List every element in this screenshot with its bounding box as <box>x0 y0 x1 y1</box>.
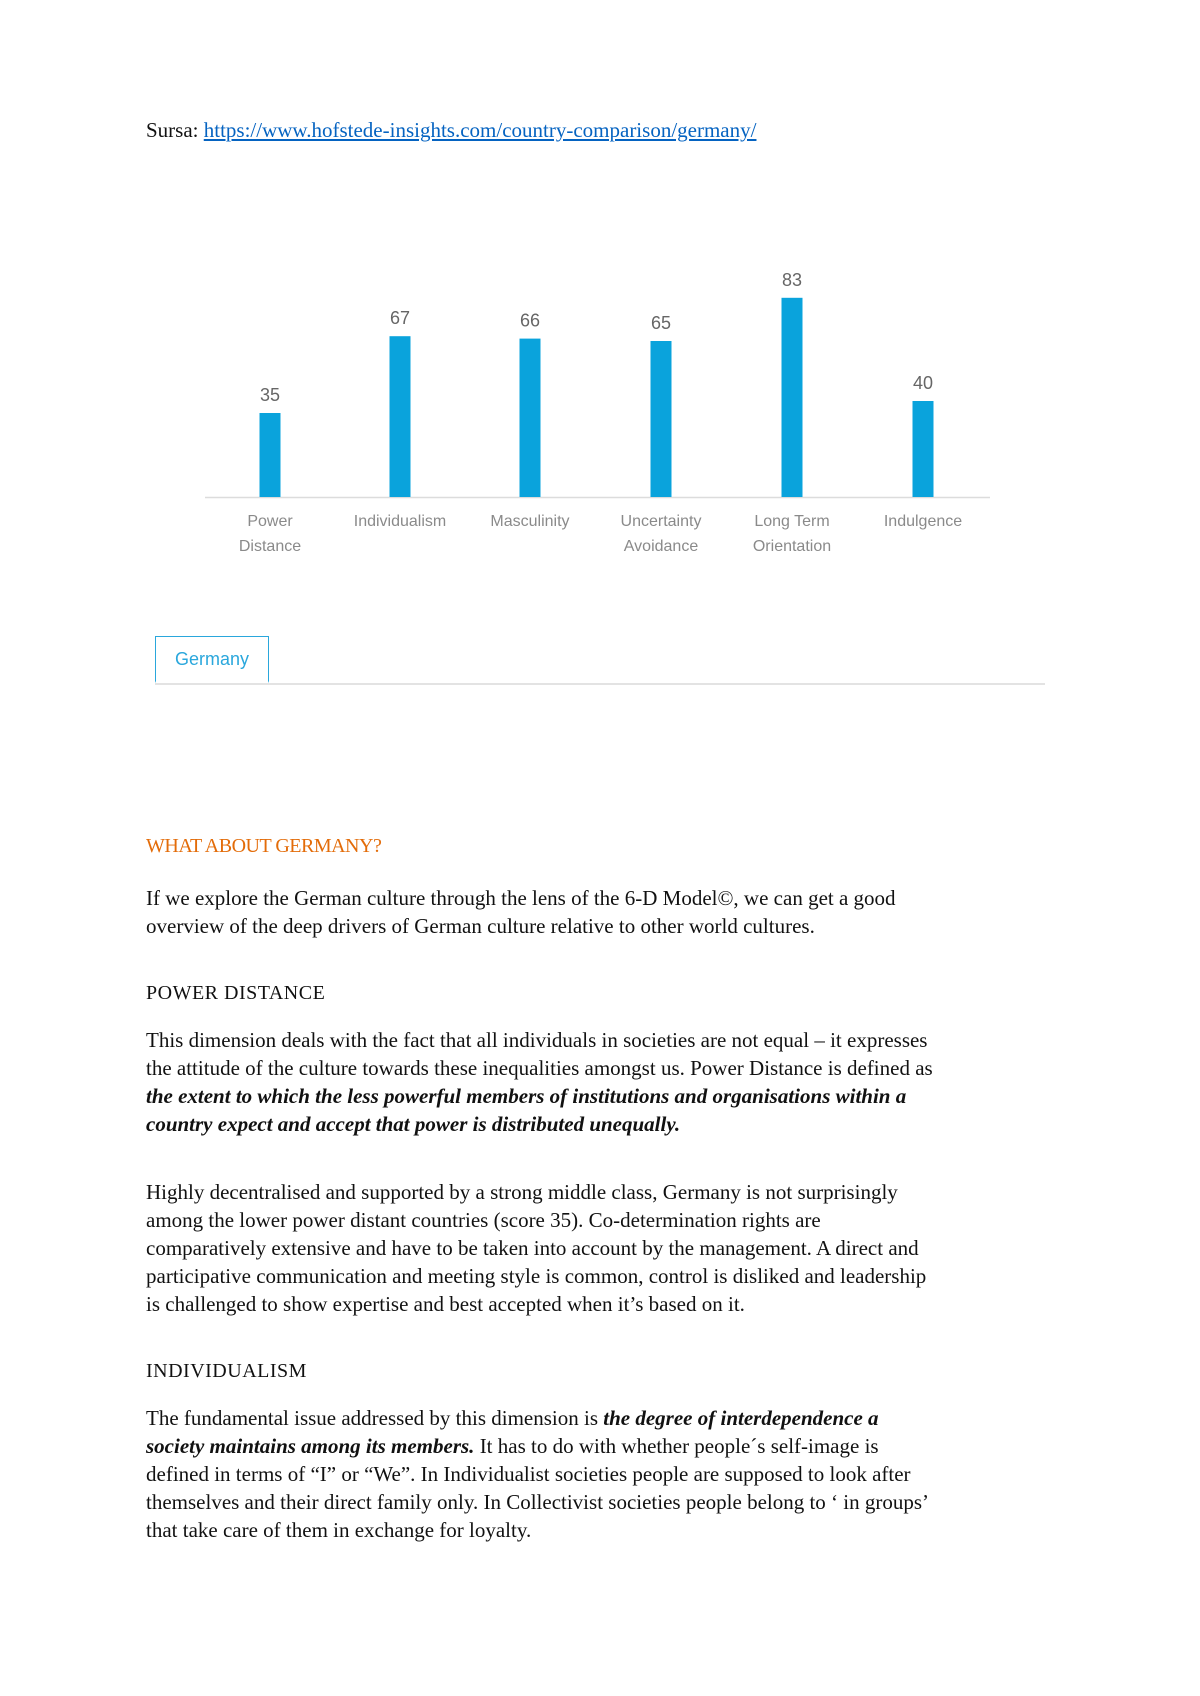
ind-line-2-emphasis: society maintains among its members. <box>146 1434 475 1458</box>
source-link[interactable]: https://www.hofstede-insights.com/country-comparison/germany/ <box>203 118 757 142</box>
ind-line-5: that take care of them in exchange for loyalty. <box>146 1518 532 1542</box>
bar-chart <box>0 0 1200 580</box>
section-heading-germany: WHAT ABOUT GERMANY? <box>146 835 382 857</box>
bar-masculinity <box>520 339 541 497</box>
category-label: Masculinity <box>490 513 570 530</box>
power-distance-paragraph-1 <box>146 1026 1066 1138</box>
intro-paragraph <box>146 884 1066 940</box>
data-label: 66 <box>519 310 541 331</box>
pd-p2-line-3: comparatively extensive and have to be taken into account by the management. A direct and <box>146 1236 919 1260</box>
tab-underline <box>155 683 1045 685</box>
intro-line-1: If we explore the German culture through the lens of the 6-D Model©, we can get a good <box>146 886 896 910</box>
bar-uncertainty-avoidance <box>651 341 672 497</box>
ind-line-2-text: It has to do with whether people´s self-image is <box>474 1434 879 1458</box>
category-label: Distance <box>238 538 302 555</box>
ind-line-1-emphasis: the degree of interdependence a <box>603 1406 879 1430</box>
data-label: 65 <box>650 313 672 333</box>
ind-line-2 <box>146 1432 1066 1460</box>
source-label: Sursa: <box>146 118 199 142</box>
bar-long-term-orientation <box>782 298 803 497</box>
category-label: Power <box>247 513 293 530</box>
pd-p2-line-4: participative communication and meeting style is common, control is disliked and leadership <box>146 1264 927 1288</box>
pd-p1-line-1: This dimension deals with the fact that all individuals in societies are not equal – it expresses <box>146 1028 928 1052</box>
category-label: Orientation <box>752 538 832 555</box>
pd-p2-line-2: among the lower power distant countries (score 35). Co-determination rights are <box>146 1208 821 1232</box>
pd-p1-line-2: the attitude of the culture towards these inequalities amongst us. Power Distance is defined as <box>146 1056 933 1080</box>
power-distance-heading: POWER DISTANCE <box>146 982 326 1004</box>
bar-individualism <box>390 336 411 497</box>
intro-line-2: overview of the deep drivers of German culture relative to other world cultures. <box>146 914 815 938</box>
power-distance-paragraph-2 <box>146 1178 1066 1318</box>
ind-line-1-text: The fundamental issue addressed by this dimension is <box>146 1406 604 1430</box>
pd-p2-line-5: is challenged to show expertise and best accepted when it’s based on it. <box>146 1292 745 1316</box>
data-label: 67 <box>389 308 411 329</box>
ind-line-4: themselves and their direct family only. In Collectivist societies people belong to ‘ in groups’ <box>146 1490 930 1514</box>
category-label: Indulgence <box>883 513 963 530</box>
ind-line-1 <box>146 1404 1066 1432</box>
bar-power-distance <box>260 413 281 497</box>
tab-germany[interactable]: Germany <box>155 636 269 683</box>
individualism-heading: INDIVIDUALISM <box>146 1360 307 1382</box>
pd-p1-line-3: the extent to which the less powerful members of institutions and organisations within a <box>146 1084 907 1108</box>
ind-line-3: defined in terms of “I” or “We”. In Individualist societies people are supposed to look after <box>146 1462 911 1486</box>
category-label: Individualism <box>353 513 447 530</box>
data-label: 35 <box>259 385 281 405</box>
individualism-paragraph <box>146 1404 1066 1544</box>
pd-p1-line-4: country expect and accept that power is distributed unequally. <box>146 1112 681 1136</box>
category-label: Long Term <box>754 513 830 530</box>
data-label: 83 <box>781 269 803 290</box>
pd-p2-line-1: Highly decentralised and supported by a strong middle class, Germany is not surprisingly <box>146 1180 898 1204</box>
data-label: 40 <box>912 373 934 393</box>
category-label: Avoidance <box>623 538 699 555</box>
category-label: Uncertainty <box>620 513 702 530</box>
bar-indulgence <box>913 401 934 497</box>
